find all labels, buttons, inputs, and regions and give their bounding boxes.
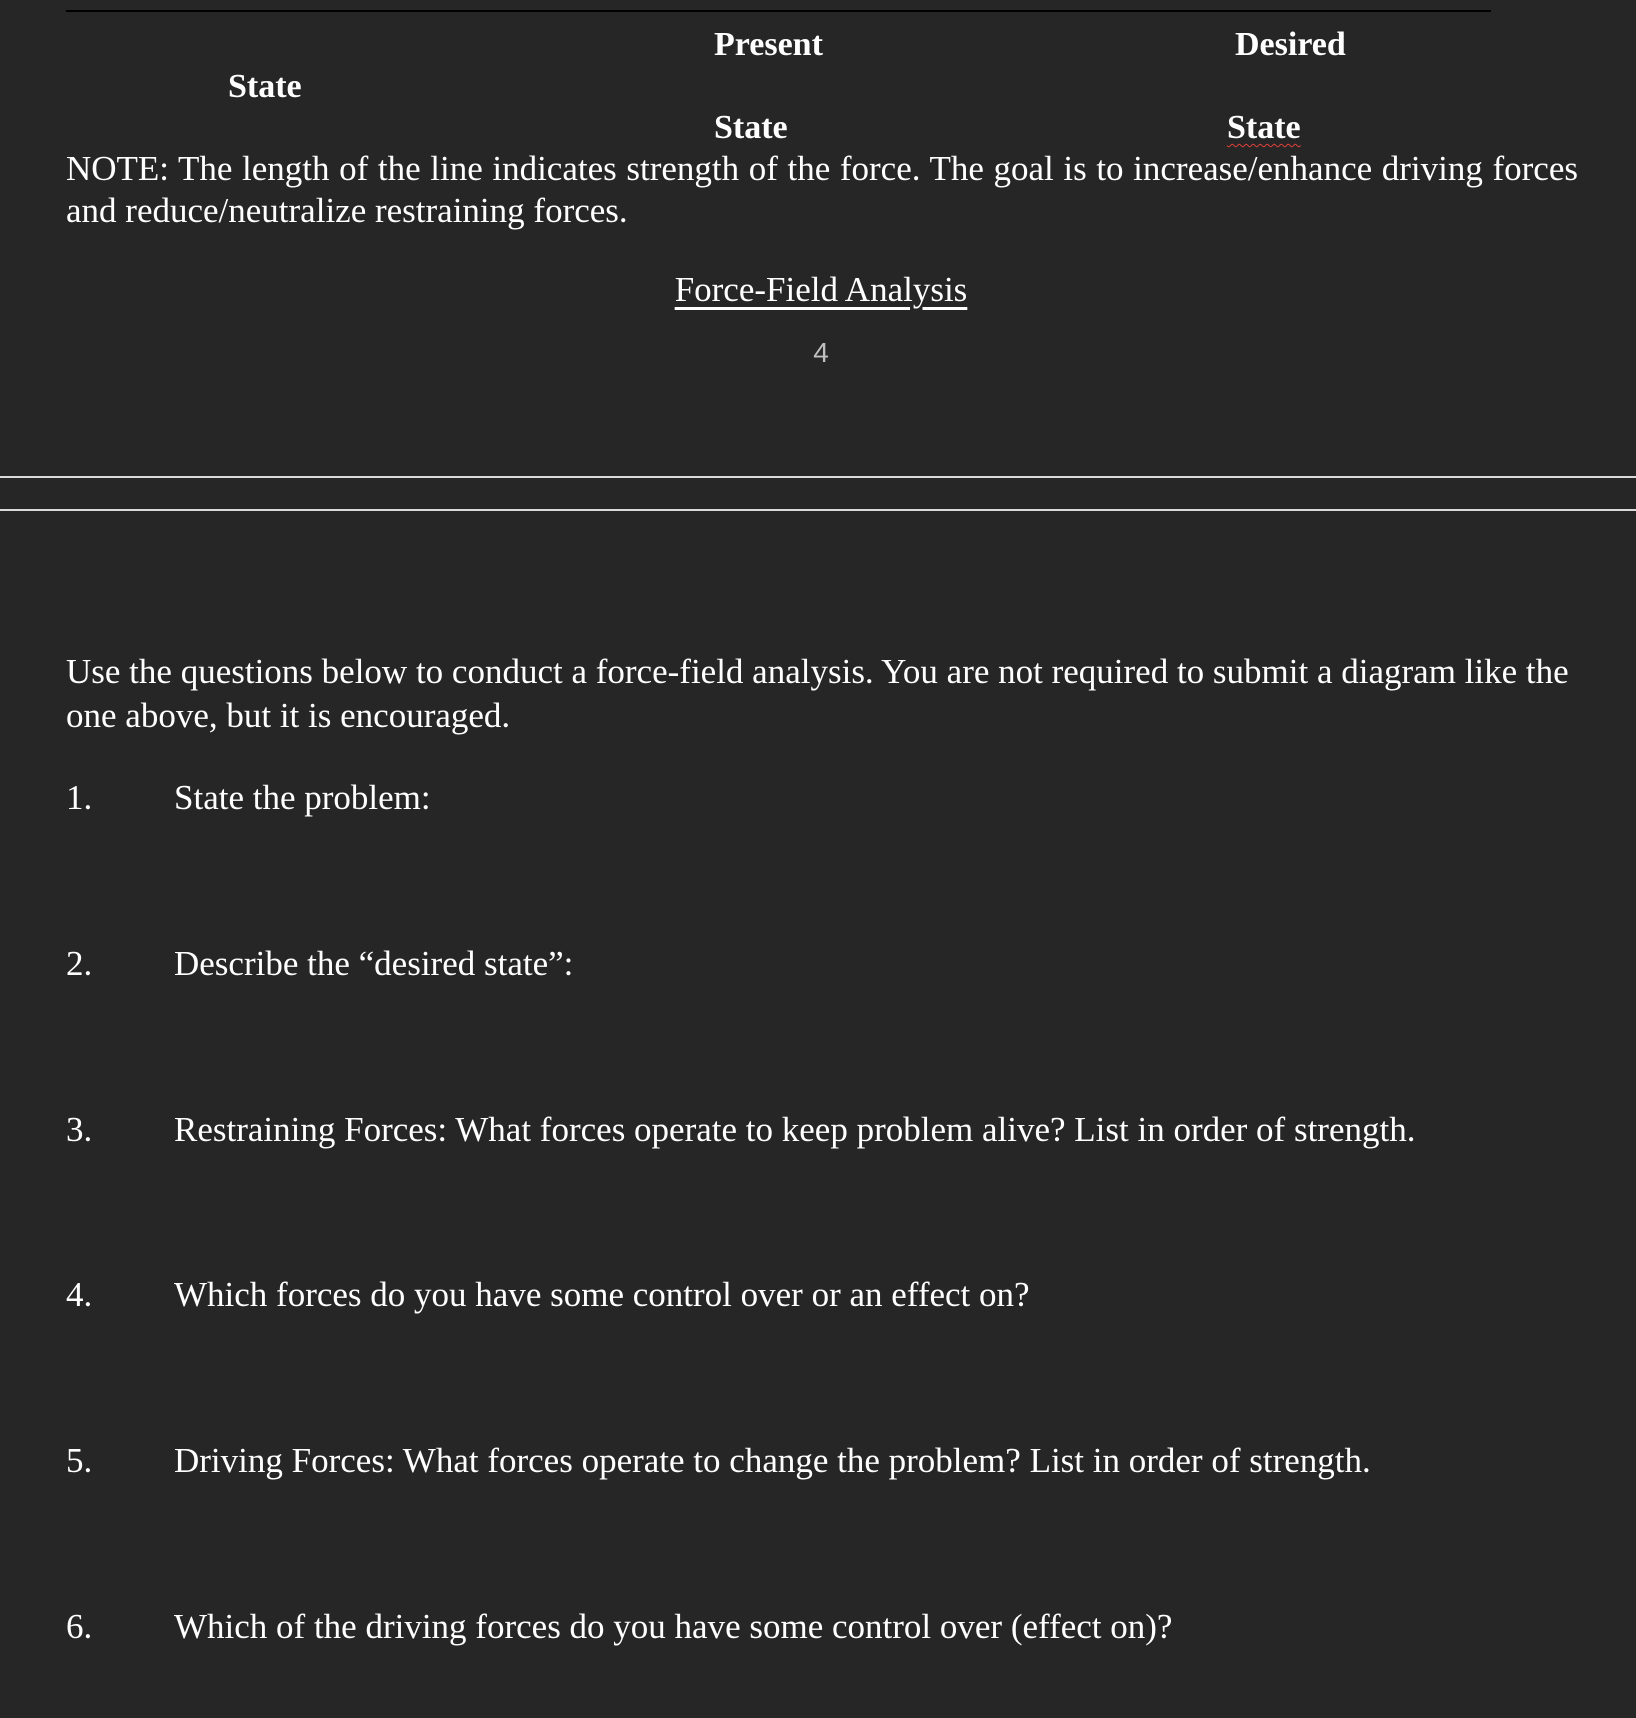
page-break-rule-top — [0, 476, 1636, 478]
question-item — [66, 1273, 1030, 1317]
question-number: 4. — [66, 1275, 93, 1314]
present-state-label: State — [714, 109, 788, 146]
question-item — [66, 942, 573, 986]
question-number: 5. — [66, 1441, 93, 1480]
question-text: Which forces do you have some control over or an effect on? — [174, 1275, 1030, 1314]
question-number: 6. — [66, 1607, 93, 1646]
question-text: Driving Forces: What forces operate to change the problem? List in order of strength. — [174, 1441, 1371, 1480]
desired-state-label: State — [1227, 109, 1301, 146]
question-text: Which of the driving forces do you have some control over (effect on)? — [174, 1607, 1173, 1646]
intro-paragraph: Use the questions below to conduct a force-field analysis. You are not required to submit a diagram like the one above, but it is encouraged. — [66, 652, 1569, 735]
question-number: 2. — [66, 944, 93, 983]
diagram-note: NOTE: The length of the line indicates strength of the force. The goal is to increase/enhance driving forces and reduce/neutralize restraining forces. — [66, 149, 1578, 230]
page-break-rule-bottom — [0, 509, 1636, 511]
question-item — [66, 1439, 1371, 1483]
top-horizontal-rule — [66, 10, 1491, 12]
page-number: 4 — [813, 337, 829, 368]
question-text: Restraining Forces: What forces operate to keep problem alive? List in order of strength. — [174, 1110, 1416, 1149]
question-item — [66, 1605, 1172, 1649]
question-text: State the problem: — [174, 778, 431, 817]
question-item — [66, 776, 431, 820]
present-label: Present — [714, 26, 823, 63]
question-number: 3. — [66, 1110, 93, 1149]
left-state-label: State — [228, 68, 302, 105]
document-title: Force-Field Analysis — [674, 270, 968, 309]
desired-label: Desired — [1235, 26, 1346, 63]
question-item — [66, 1108, 1415, 1152]
question-text: Describe the “desired state”: — [174, 944, 574, 983]
question-number: 1. — [66, 778, 93, 817]
